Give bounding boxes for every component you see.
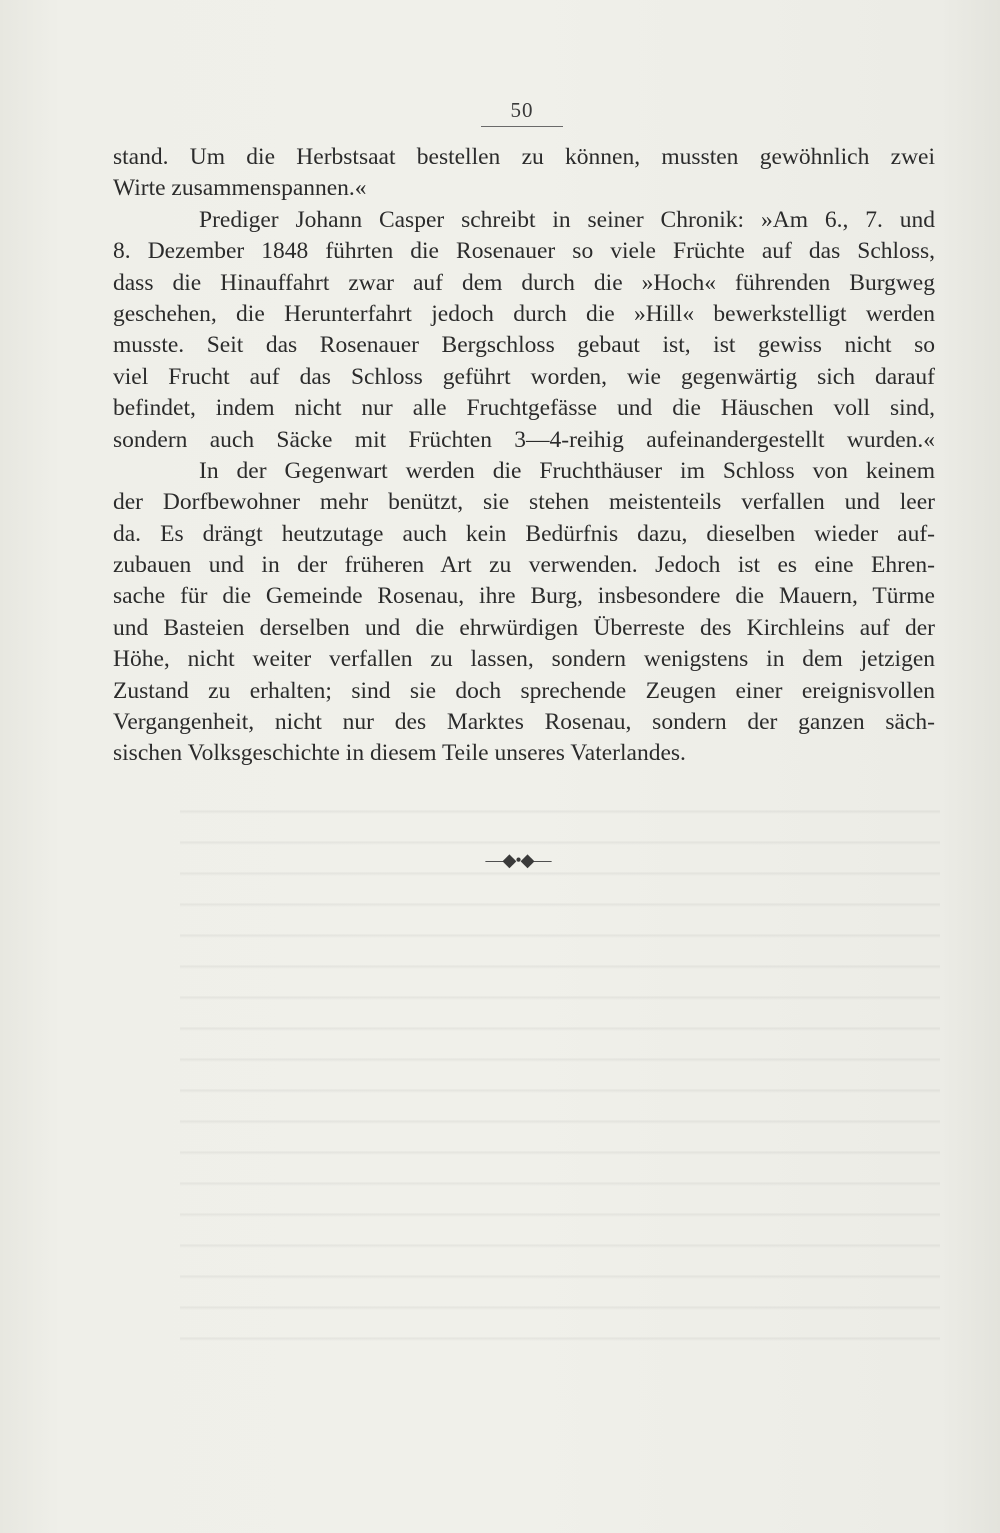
show-through-texture [180,790,940,1350]
text-line: Prediger Johann Casper schreibt in seiner Chronik: »Am 6., 7. und [199,206,935,233]
text-line: der Dorfbewohner mehr benützt, sie stehen meistenteils verfallen und leer [113,489,935,516]
text-line: da. Es drängt heutzutage auch kein Bedürfnis dazu, dieselben wieder auf- [113,520,935,547]
text-line: dass die Hinauffahrt zwar auf dem durch die »Hoch« führenden Burgweg [113,269,935,296]
text-line: zubauen und in der früheren Art zu verwenden. Jedoch ist es eine Ehren- [113,552,935,579]
text-line: stand. Um die Herbstsaat bestellen zu können, mussten gewöhnlich zwei [113,144,935,170]
text-line: Wirte zusammenspannen.« [113,175,367,202]
text-line: Zustand zu erhalten; sind sie doch sprechende Zeugen einer ereignisvollen [113,677,935,704]
text-line: musste. Seit das Rosenauer Bergschloss gebaut ist, ist gewiss nicht so [113,332,935,359]
text-line: sischen Volksgeschichte in diesem Teile unseres Vaterlandes. [113,740,686,767]
text-line: sondern auch Säcke mit Früchten 3—4-reihig aufeinandergestellt wurden.« [113,426,935,453]
text-line: und Basteien derselben und die ehrwürdigen Überreste des Kirchleins auf der [113,614,935,641]
page-number-rule [481,126,563,127]
text-line: befindet, indem nicht nur alle Fruchtgefässe und die Häuschen voll sind, [113,395,935,422]
text-line: Vergangenheit, nicht nur des Marktes Rosenau, sondern der ganzen säch- [113,709,935,736]
text-line: 8. Dezember 1848 führten die Rosenauer so viele Früchte auf das Schloss, [113,238,935,265]
text-line: viel Frucht auf das Schloss geführt worden, wie gegenwärtig sich darauf [113,363,935,390]
body-text [113,142,935,770]
text-line: sache für die Gemeinde Rosenau, ihre Burg, insbesondere die Mauern, Türme [113,583,935,610]
text-line: Höhe, nicht weiter verfallen zu lassen, sondern wenigstens in dem jetzigen [113,646,935,673]
section-end-ornament: —◆•◆— [485,850,551,870]
text-line: In der Gegenwart werden die Fruchthäuser im Schloss von keinem [199,457,935,484]
page-number: 50 [510,98,534,122]
text-line: geschehen, die Herunterfahrt jedoch durch die »Hill« bewerkstelligt werden [113,300,935,327]
